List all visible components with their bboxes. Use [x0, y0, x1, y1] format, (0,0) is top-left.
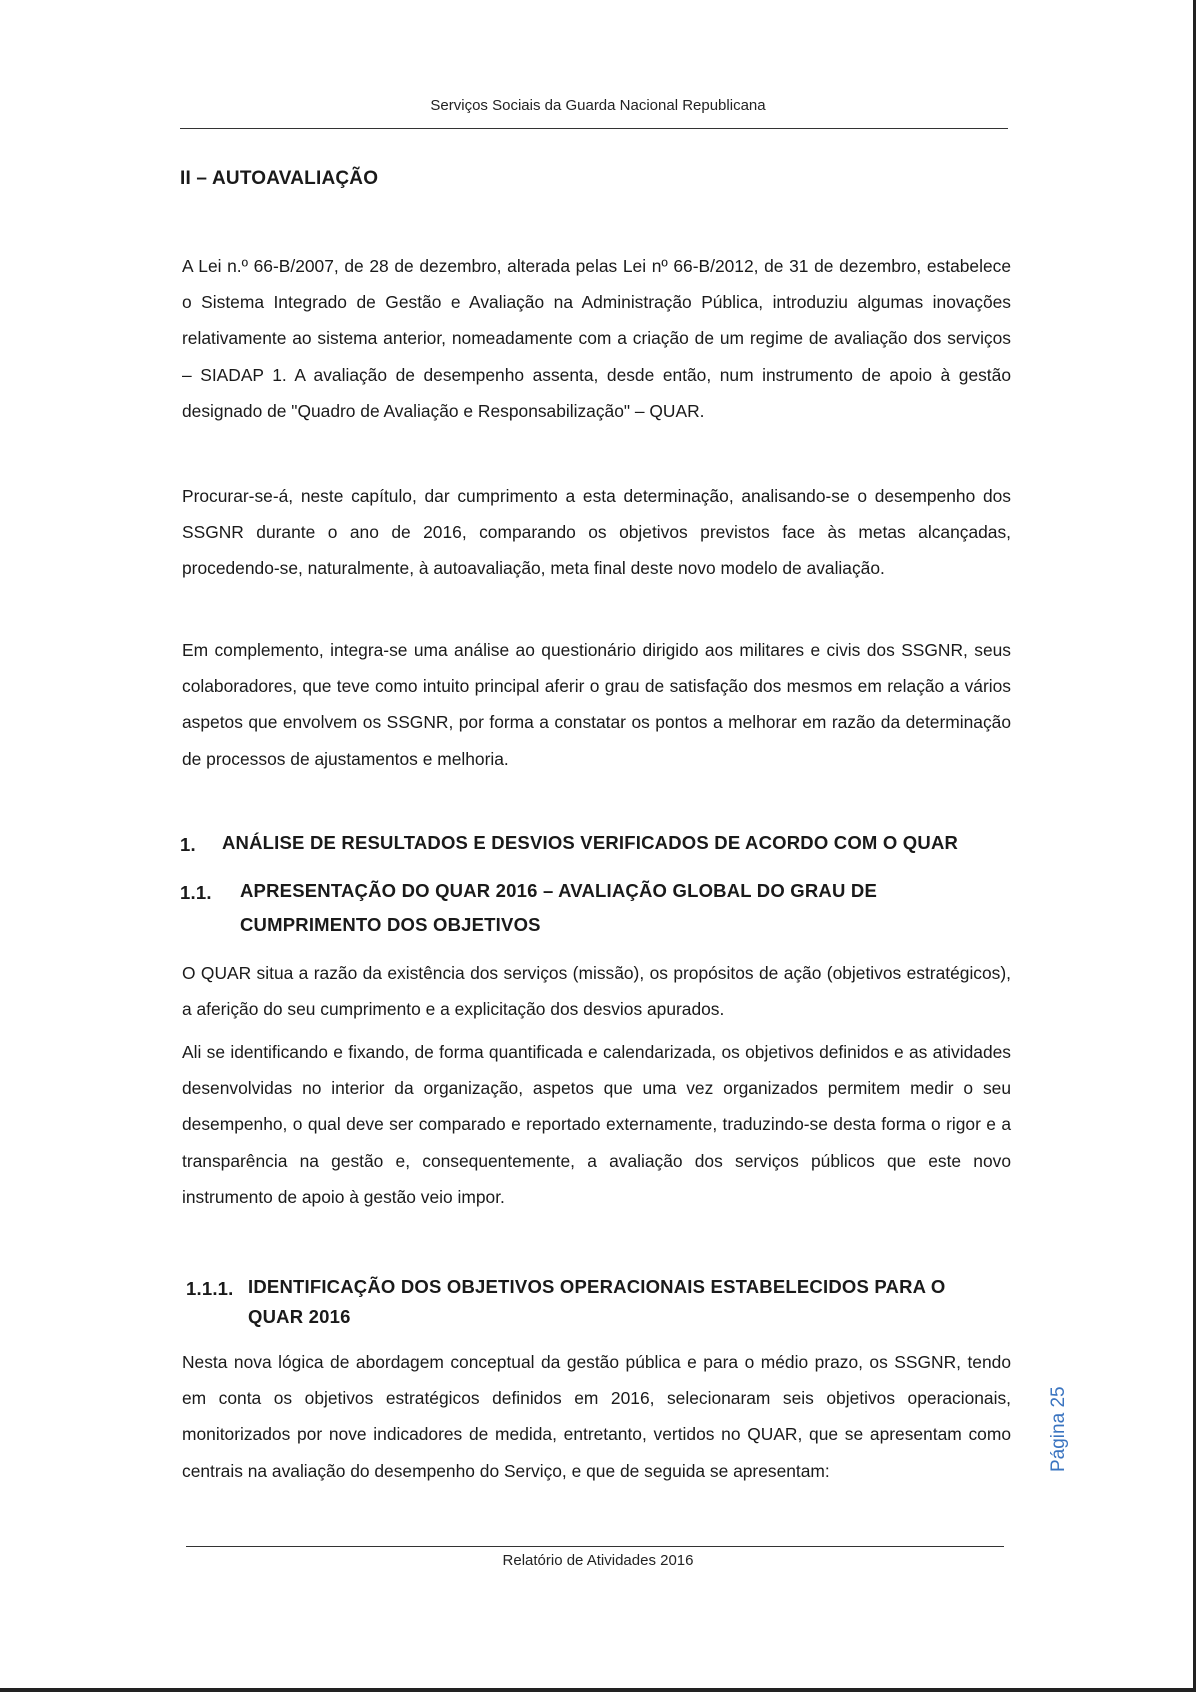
heading-1-1-1-number: 1.1.1. — [186, 1278, 234, 1299]
paragraph-questionnaire: Em complemento, integra-se uma análise ao questionário dirigido aos militares e civis dos SSGNR, seus colaboradores, que teve como intuito principal aferir o grau de satisfação dos mesmos em relação a vários aspetos que envolvem os SSGNR, por forma a constatar os pontos a melhorar em razão da determinação de processos de ajustamentos e melhoria. — [182, 640, 1011, 769]
heading-1-1-line1: APRESENTAÇÃO DO QUAR 2016 – AVALIAÇÃO GLOBAL DO GRAU DE — [240, 880, 877, 901]
paragraph-operational-objectives: Nesta nova lógica de abordagem conceptual da gestão pública e para o médio prazo, os SSGNR, tendo em conta os objetivos estratégicos definidos em 2016, selecionaram seis objetivos operacionais, monitorizados por nove indicadores de medida, entretanto, vertidos no QUAR, que se apresentam como centrais na avaliação do desempenho do Serviço, e que de seguida se apresentam: — [182, 1352, 1011, 1481]
paragraph-chapter-purpose: Procurar-se-á, neste capítulo, dar cumprimento a esta determinação, analisando-se o desempenho dos SSGNR durante o ano de 2016, comparando os objetivos previstos face às metas alcançadas, procedendo-se, naturalmente, à autoavaliação, meta final deste novo modelo de avaliação. — [182, 486, 1011, 579]
footer-divider — [186, 1546, 1004, 1547]
paragraph-intro: A Lei n.º 66-B/2007, de 28 de dezembro, alterada pelas Lei nº 66-B/2012, de 31 de dezembro, estabelece o Sistema Integrado de Gestão e Avaliação na Administração Pública, introduziu algumas inovações relativamente ao sistema anterior, nomeadamente com a criação de um regime de avaliação dos serviços – SIADAP 1. A avaliação de desempenho assenta, desde então, num instrumento de apoio à gestão designado de "Quadro de Avaliação e Responsabilização" – QUAR. — [182, 256, 1011, 421]
section-title: II – AUTOAVALIAÇÃO — [180, 168, 379, 189]
heading-1: ANÁLISE DE RESULTADOS E DESVIOS VERIFICADOS DE ACORDO COM O QUAR — [222, 832, 959, 853]
heading-1-1-1-line1: IDENTIFICAÇÃO DOS OBJETIVOS OPERACIONAIS ESTABELECIDOS PARA O — [248, 1276, 946, 1297]
running-footer: Relatório de Atividades 2016 — [502, 1552, 694, 1569]
heading-1-number: 1. — [180, 834, 196, 855]
paragraph-quar-definition: O QUAR situa a razão da existência dos serviços (missão), os propósitos de ação (objetivos estratégicos), a aferição do seu cumprimento e a explicitação dos desvios apurados. — [182, 963, 1011, 1020]
running-header: Serviços Sociais da Guarda Nacional Republicana — [430, 97, 766, 114]
page-number: Página 25 — [1048, 1386, 1069, 1472]
heading-1-1-number: 1.1. — [180, 882, 212, 903]
header-divider — [180, 128, 1008, 129]
heading-1-1-line2: CUMPRIMENTO DOS OBJETIVOS — [240, 914, 541, 935]
heading-1-1-1-line2: QUAR 2016 — [248, 1306, 351, 1327]
paragraph-quar-objectives: Ali se identificando e fixando, de forma quantificada e calendarizada, os objetivos definidos e as atividades desenvolvidas no interior da organização, aspetos que uma vez organizados permitem medir o seu desempenho, o qual deve ser comparado e reportado externamente, traduzindo-se desta forma o rigor e a transparência na gestão e, consequentemente, a avaliação dos serviços públicos que este novo instrumento de apoio à gestão veio impor. — [182, 1042, 1011, 1207]
